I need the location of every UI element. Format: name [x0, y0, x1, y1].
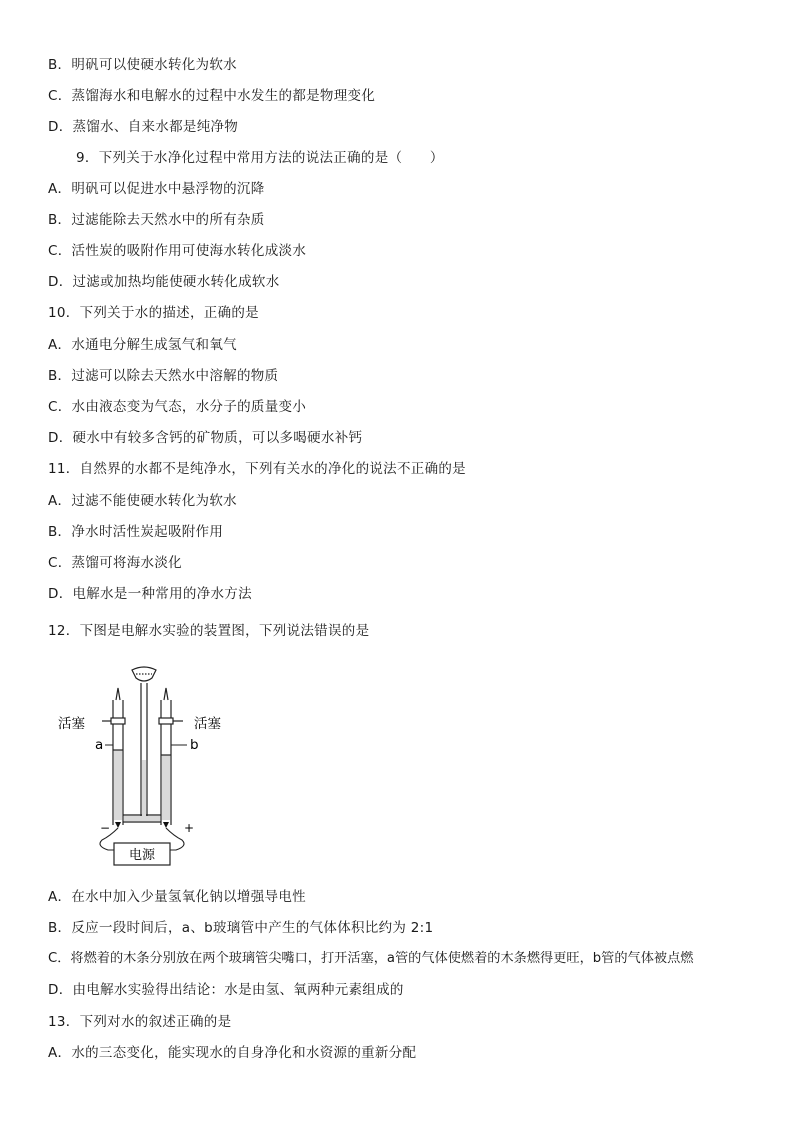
option-8c: C．蒸馏海水和电解水的过程中水发生的都是物理变化 [48, 88, 376, 104]
tube-b-label: b [190, 737, 199, 753]
question-9: 9．下列关于水净化过程中常用方法的说法正确的是（ ） [76, 150, 444, 166]
question-10: 10．下列关于水的描述，正确的是 [48, 305, 259, 321]
question-11: 11．自然界的水都不是纯净水，下列有关水的净化的说法不正确的是 [48, 461, 466, 477]
option-11b: B．净水时活性炭起吸附作用 [48, 524, 224, 540]
right-valve-label: 活塞 [194, 716, 221, 732]
tube-a-label: a [95, 737, 104, 753]
option-10d: D．硬水中有较多含钙的矿物质，可以多喝硬水补钙 [48, 430, 363, 446]
electrolysis-apparatus-diagram [52, 660, 252, 870]
option-11a: A．过滤不能使硬水转化为软水 [48, 493, 237, 509]
option-13a: A．水的三态变化，能实现水的自身净化和水资源的重新分配 [48, 1045, 417, 1061]
option-11d: D．电解水是一种常用的净水方法 [48, 586, 252, 602]
option-12b: B．反应一段时间后，a、b玻璃管中产生的气体体积比约为 2:1 [48, 920, 434, 936]
left-valve-label: 活塞 [58, 716, 85, 732]
option-12c: C．将燃着的木条分别放在两个玻璃管尖嘴口，打开活塞，a管的气体使燃着的木条燃得更旺，b管的气体被点燃 [48, 951, 694, 966]
question-12: 12．下图是电解水实验的装置图，下列说法错误的是 [48, 623, 370, 639]
option-8b: B．明矾可以使硬水转化为软水 [48, 57, 237, 73]
option-9b: B．过滤能除去天然水中的所有杂质 [48, 212, 265, 228]
minus-sign: − [100, 821, 111, 835]
option-9c: C．活性炭的吸附作用可使海水转化成淡水 [48, 243, 307, 259]
tube-a [113, 688, 123, 825]
tube-b [161, 688, 171, 825]
question-13: 13．下列对水的叙述正确的是 [48, 1014, 232, 1030]
option-11c: C．蒸馏可将海水淡化 [48, 555, 182, 571]
valve-right [159, 718, 183, 724]
option-8d: D．蒸馏水、自来水都是纯净物 [48, 119, 239, 135]
option-9a: A．明矾可以促进水中悬浮物的沉降 [48, 181, 265, 197]
option-12d: D．由电解水实验得出结论：水是由氢、氧两种元素组成的 [48, 982, 404, 998]
plus-sign: + [184, 821, 195, 835]
option-9d: D．过滤或加热均能使硬水转化成软水 [48, 274, 280, 290]
option-10c: C．水由液态变为气态，水分子的质量变小 [48, 399, 307, 415]
power-supply-label: 电源 [128, 848, 156, 863]
option-10b: B．过滤可以除去天然水中溶解的物质 [48, 368, 279, 384]
base-connector [123, 760, 161, 822]
option-10a: A．水通电分解生成氢气和氧气 [48, 337, 237, 353]
option-12a: A．在水中加入少量氢氧化钠以增强导电性 [48, 889, 306, 905]
valve-left [102, 718, 125, 724]
